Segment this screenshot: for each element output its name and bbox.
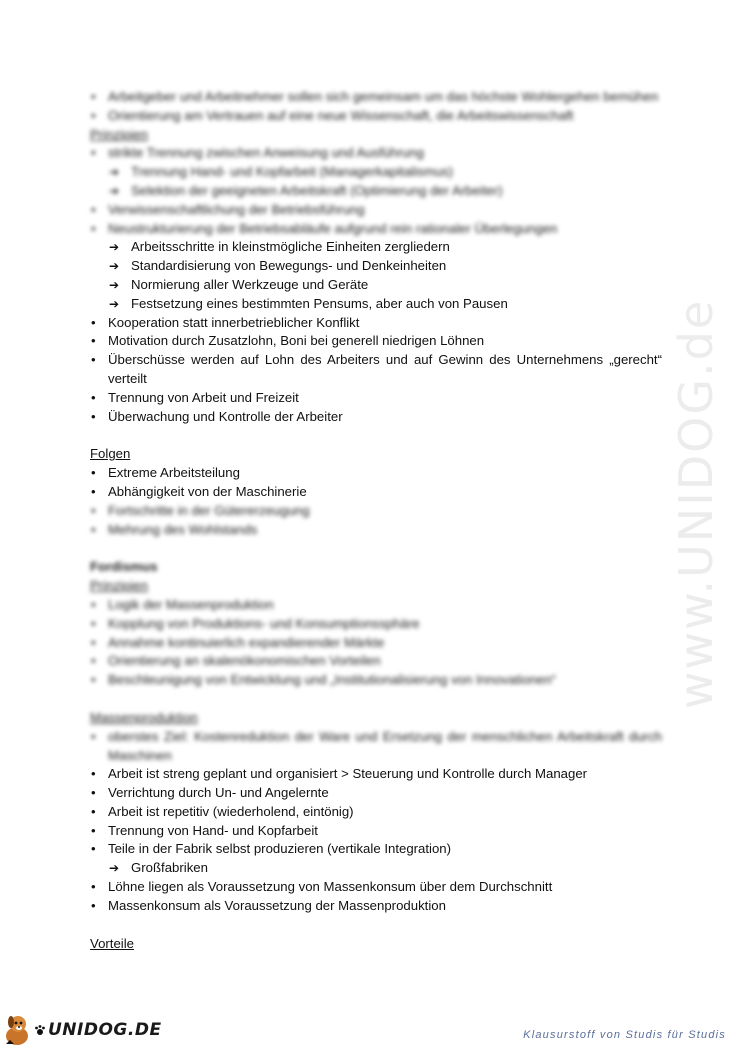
list-item: • Arbeitgeber und Arbeitnehmer sollen sich gemeinsam um das höchste Wohlergehen bemühen: [90, 88, 662, 107]
list-item: • Beschleunigung von Entwicklung und „Institutionalisierung von Innovationen“: [90, 671, 662, 690]
arrow-item: ➔ Selektion der geeigneten Arbeitskraft (Optimierung der Arbeiter): [90, 182, 662, 201]
list-item: • Orientierung an skalenökonomischen Vorteilen: [90, 652, 662, 671]
list-item: • oberstes Ziel: Kostenreduktion der Ware und Ersetzung der menschlichen Arbeitskraft durch Maschinen: [90, 728, 662, 766]
list-item: • Kopplung von Produktions- und Konsumptionssphäre: [90, 615, 662, 634]
list-item: • Mehrung des Wohlstands: [90, 521, 662, 540]
list-item: • Löhne liegen als Voraussetzung von Massenkonsum über dem Durchschnitt: [90, 878, 662, 897]
list-item: • Arbeit ist streng geplant und organisiert > Steuerung und Kontrolle durch Manager: [90, 765, 662, 784]
list-item: • Teile in der Fabrik selbst produzieren (vertikale Integration): [90, 840, 662, 859]
list-item: • Motivation durch Zusatzlohn, Boni bei generell niedrigen Löhnen: [90, 332, 662, 351]
section-title: Fordismus: [90, 559, 158, 575]
spacer: [90, 426, 662, 445]
blurred-top-block: [90, 88, 662, 238]
list-item: • strikte Trennung zwischen Anweisung und Ausführung: [90, 144, 662, 163]
document-body: [90, 88, 662, 953]
arrow-item: ➔ Festsetzung eines bestimmten Pensums, aber auch von Pausen: [90, 295, 662, 314]
spacer: [90, 539, 662, 558]
arrow-item: ➔ Trennung Hand- und Kopfarbeit (Managerkapitalismus): [90, 163, 662, 182]
list-item: • Verrichtung durch Un- und Angelernte: [90, 784, 662, 803]
list-item: • Extreme Arbeitsteilung: [90, 464, 662, 483]
blurred-folgen-block: [90, 502, 662, 540]
list-item: • Arbeit ist repetitiv (wiederholend, eintönig): [90, 803, 662, 822]
list-item: • Abhängigkeit von der Maschinerie: [90, 483, 662, 502]
list-item: • Kooperation statt innerbetrieblicher Konflikt: [90, 314, 662, 333]
section-heading: Prinzipien: [90, 126, 148, 142]
unidog-logo: [0, 1010, 162, 1050]
section1-bullets: [90, 314, 662, 427]
dog-icon: [0, 1010, 34, 1050]
spacer: [90, 916, 662, 935]
footer-tagline: Klausurstoff von Studis für Studis: [523, 1029, 726, 1041]
list-item: • Orientierung am Vertrauen auf eine neue Wissenschaft, die Arbeitswissenschaft: [90, 107, 662, 126]
list-item: • Überschüsse werden auf Lohn des Arbeiters und auf Gewinn des Unternehmens „gerecht“ verteilt: [90, 351, 662, 389]
list-item: • Überwachung und Kontrolle der Arbeiter: [90, 408, 662, 427]
list-item: • Annahme kontinuierlich expandierender Märkte: [90, 634, 662, 653]
list-item: • Trennung von Hand- und Kopfarbeit: [90, 822, 662, 841]
arrow-item: ➔ Arbeitsschritte in kleinstmögliche Einheiten zergliedern: [90, 238, 662, 257]
vorteile-heading: Vorteile: [90, 935, 134, 951]
blurred-middle-block: [90, 558, 662, 765]
list-item: • Fortschritte in der Gütererzeugung: [90, 502, 662, 521]
list-item: • Logik der Massenproduktion: [90, 596, 662, 615]
logo-text: UNIDOG.DE: [48, 1020, 162, 1040]
folgen-heading: Folgen: [90, 446, 131, 462]
watermark-text: www.UNIDOG.de: [669, 298, 723, 710]
section2-bullets: [90, 765, 662, 915]
arrow-item: ➔ Großfabriken: [90, 859, 662, 878]
section1-arrows: [90, 238, 662, 313]
list-item: • Massenkonsum als Voraussetzung der Massenproduktion: [90, 897, 662, 916]
section-heading: Massenproduktion: [90, 709, 198, 725]
arrow-item: ➔ Standardisierung von Bewegungs- und Denkeinheiten: [90, 257, 662, 276]
list-item: • Trennung von Arbeit und Freizeit: [90, 389, 662, 408]
section-heading: Prinzipien: [90, 578, 148, 594]
list-item: • Neustrukturierung der Betriebsabläufe aufgrund rein rationaler Überlegungen: [90, 220, 662, 239]
spacer: [90, 690, 662, 709]
paw-icon: [34, 1024, 46, 1036]
arrow-item: ➔ Normierung aller Werkzeuge und Geräte: [90, 276, 662, 295]
list-item: • Verwissenschaftlichung der Betriebsführung: [90, 201, 662, 220]
